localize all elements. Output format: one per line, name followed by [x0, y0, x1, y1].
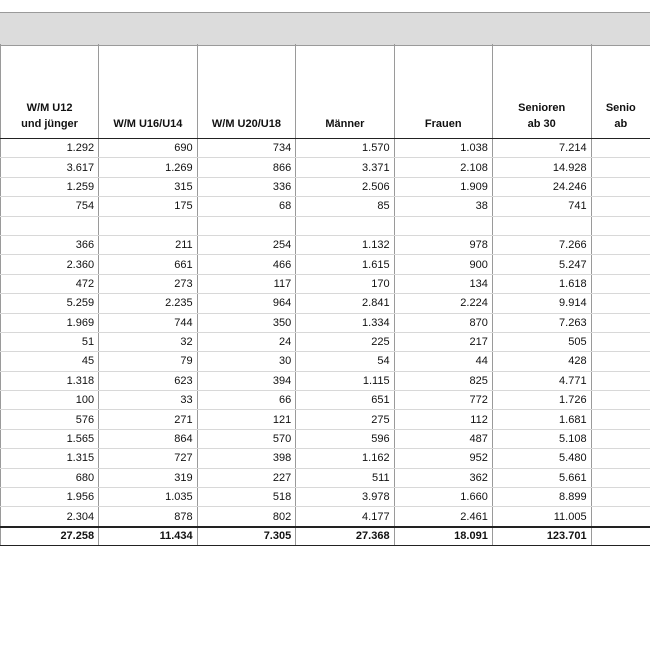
table-row: [1, 371, 650, 390]
table-cell[interactable]: 802: [197, 507, 296, 527]
table-cell[interactable]: 2.108: [394, 158, 492, 177]
table-cell[interactable]: 3.617: [1, 158, 99, 177]
table-cell[interactable]: 5.661: [492, 468, 591, 487]
table-cell[interactable]: 5.247: [492, 255, 591, 274]
table-cell[interactable]: [492, 216, 591, 235]
table-cell[interactable]: 33: [99, 391, 198, 410]
table-cell[interactable]: 576: [1, 410, 99, 429]
table-cell[interactable]: 466: [197, 255, 296, 274]
total-cell[interactable]: [591, 527, 650, 546]
table-row: [1, 429, 650, 448]
table-cell[interactable]: [591, 371, 650, 390]
table-cell[interactable]: 1.681: [492, 410, 591, 429]
table-cell[interactable]: [1, 216, 99, 235]
table-cell[interactable]: 51: [1, 332, 99, 351]
column-header[interactable]: W/M U20/U18: [197, 44, 296, 139]
table-cell[interactable]: 1.038: [394, 139, 492, 158]
table-cell[interactable]: 38: [394, 197, 492, 216]
table-cell[interactable]: 651: [296, 391, 394, 410]
table-cell[interactable]: 5.480: [492, 449, 591, 468]
table-cell[interactable]: 1.132: [296, 235, 394, 254]
table-cell[interactable]: 4.771: [492, 371, 591, 390]
table-cell[interactable]: [394, 216, 492, 235]
column-header[interactable]: Frauen: [394, 44, 492, 139]
table-cell[interactable]: 978: [394, 235, 492, 254]
table-cell[interactable]: 3.978: [296, 488, 394, 507]
table-row: [1, 139, 650, 158]
table-cell[interactable]: [591, 197, 650, 216]
table-cell[interactable]: 2.304: [1, 507, 99, 527]
table-cell[interactable]: 68: [197, 197, 296, 216]
table-cell[interactable]: 366: [1, 235, 99, 254]
table-cell[interactable]: 66: [197, 391, 296, 410]
table-cell[interactable]: 273: [99, 274, 198, 293]
table-cell[interactable]: [591, 352, 650, 371]
total-cell[interactable]: 18.091: [394, 527, 492, 546]
table-cell[interactable]: [591, 488, 650, 507]
table-cell[interactable]: 44: [394, 352, 492, 371]
table-cell[interactable]: [591, 294, 650, 313]
table-cell[interactable]: 275: [296, 410, 394, 429]
table-cell[interactable]: [591, 235, 650, 254]
table-cell[interactable]: 864: [99, 429, 198, 448]
table-row: [1, 332, 650, 351]
table-cell[interactable]: 32: [99, 332, 198, 351]
table-cell[interactable]: 428: [492, 352, 591, 371]
table-cell[interactable]: 1.269: [99, 158, 198, 177]
table-cell[interactable]: 754: [1, 197, 99, 216]
table-cell[interactable]: [591, 313, 650, 332]
table-cell[interactable]: 2.360: [1, 255, 99, 274]
table-cell[interactable]: 4.177: [296, 507, 394, 527]
table-cell[interactable]: 271: [99, 410, 198, 429]
table-cell[interactable]: 1.115: [296, 371, 394, 390]
table-cell[interactable]: 825: [394, 371, 492, 390]
table-cell[interactable]: 964: [197, 294, 296, 313]
table-cell[interactable]: 472: [1, 274, 99, 293]
table-cell[interactable]: 2.841: [296, 294, 394, 313]
table-cell[interactable]: 336: [197, 177, 296, 196]
table-cell[interactable]: [591, 139, 650, 158]
table-cell[interactable]: [591, 507, 650, 527]
table-cell[interactable]: 112: [394, 410, 492, 429]
table-cell[interactable]: 505: [492, 332, 591, 351]
table-cell[interactable]: 117: [197, 274, 296, 293]
column-header[interactable]: Senioren ab 30: [492, 44, 591, 139]
table-cell[interactable]: 11.005: [492, 507, 591, 527]
total-cell[interactable]: 11.434: [99, 527, 198, 546]
column-header[interactable]: Senio ab: [591, 44, 650, 139]
column-header[interactable]: W/M U16/U14: [99, 44, 198, 139]
table-cell[interactable]: 2.506: [296, 177, 394, 196]
table-cell[interactable]: 870: [394, 313, 492, 332]
table-row: [1, 274, 650, 293]
table-cell[interactable]: 1.259: [1, 177, 99, 196]
table-cell[interactable]: 596: [296, 429, 394, 448]
totals-row: [1, 527, 650, 546]
table-cell[interactable]: 30: [197, 352, 296, 371]
table-row: [1, 391, 650, 410]
table-row: [1, 294, 650, 313]
table-cell[interactable]: 79: [99, 352, 198, 371]
table-cell[interactable]: 1.726: [492, 391, 591, 410]
data-table: [0, 44, 650, 546]
table-cell[interactable]: 1.334: [296, 313, 394, 332]
table-cell[interactable]: 170: [296, 274, 394, 293]
table-cell[interactable]: [591, 468, 650, 487]
table-row: [1, 507, 650, 527]
table-row: [1, 235, 650, 254]
table-cell[interactable]: 952: [394, 449, 492, 468]
table-cell[interactable]: [591, 274, 650, 293]
table-cell[interactable]: 350: [197, 313, 296, 332]
table-cell[interactable]: 570: [197, 429, 296, 448]
table-cell[interactable]: 727: [99, 449, 198, 468]
table-cell[interactable]: 1.565: [1, 429, 99, 448]
table-cell[interactable]: 7.266: [492, 235, 591, 254]
table-row: [1, 468, 650, 487]
table-cell[interactable]: 1.909: [394, 177, 492, 196]
table-cell[interactable]: 866: [197, 158, 296, 177]
table-cell[interactable]: 511: [296, 468, 394, 487]
table-cell[interactable]: [296, 216, 394, 235]
table-cell[interactable]: 744: [99, 313, 198, 332]
table-cell[interactable]: 398: [197, 449, 296, 468]
table-cell[interactable]: 362: [394, 468, 492, 487]
table-cell[interactable]: 5.259: [1, 294, 99, 313]
table-cell[interactable]: 680: [1, 468, 99, 487]
table-cell[interactable]: 319: [99, 468, 198, 487]
table-row: [1, 197, 650, 216]
total-cell[interactable]: 27.368: [296, 527, 394, 546]
table-cell[interactable]: 1.318: [1, 371, 99, 390]
table-row: [1, 158, 650, 177]
table-cell[interactable]: 5.108: [492, 429, 591, 448]
header-row: [1, 44, 650, 139]
table-cell[interactable]: 1.969: [1, 313, 99, 332]
table-cell[interactable]: 225: [296, 332, 394, 351]
total-cell[interactable]: 123.701: [492, 527, 591, 546]
table-cell[interactable]: 9.914: [492, 294, 591, 313]
table-cell[interactable]: 121: [197, 410, 296, 429]
table-cell[interactable]: 315: [99, 177, 198, 196]
table-row: [1, 313, 650, 332]
table-cell[interactable]: [591, 410, 650, 429]
table-cell[interactable]: 1.292: [1, 139, 99, 158]
table-cell[interactable]: 134: [394, 274, 492, 293]
table-cell[interactable]: 3.371: [296, 158, 394, 177]
table-cell[interactable]: 14.928: [492, 158, 591, 177]
table-cell[interactable]: 690: [99, 139, 198, 158]
table-cell[interactable]: 900: [394, 255, 492, 274]
column-header[interactable]: Männer: [296, 44, 394, 139]
table-cell[interactable]: [591, 216, 650, 235]
table-cell[interactable]: 217: [394, 332, 492, 351]
table-cell[interactable]: 7.263: [492, 313, 591, 332]
table-cell[interactable]: 45: [1, 352, 99, 371]
table-cell[interactable]: 2.235: [99, 294, 198, 313]
table-cell[interactable]: 24.246: [492, 177, 591, 196]
table-cell[interactable]: [591, 158, 650, 177]
table-cell[interactable]: 7.214: [492, 139, 591, 158]
table-row: [1, 449, 650, 468]
table-cell[interactable]: 1.618: [492, 274, 591, 293]
table-cell[interactable]: 85: [296, 197, 394, 216]
table-cell[interactable]: 734: [197, 139, 296, 158]
table-cell[interactable]: 24: [197, 332, 296, 351]
table-cell[interactable]: 100: [1, 391, 99, 410]
table-row: [1, 216, 650, 235]
table-cell[interactable]: 661: [99, 255, 198, 274]
table-row: [1, 488, 650, 507]
table-cell[interactable]: 878: [99, 507, 198, 527]
table-cell[interactable]: [591, 391, 650, 410]
table-cell[interactable]: 394: [197, 371, 296, 390]
table-cell[interactable]: 254: [197, 235, 296, 254]
table-row: [1, 352, 650, 371]
table-cell[interactable]: 175: [99, 197, 198, 216]
table-cell[interactable]: [591, 332, 650, 351]
table-cell[interactable]: [197, 216, 296, 235]
table-cell[interactable]: 1.162: [296, 449, 394, 468]
table-cell[interactable]: 1.035: [99, 488, 198, 507]
table-cell[interactable]: 211: [99, 235, 198, 254]
table-cell[interactable]: [591, 255, 650, 274]
table-cell[interactable]: 227: [197, 468, 296, 487]
table-cell[interactable]: 1.570: [296, 139, 394, 158]
table-cell[interactable]: [591, 429, 650, 448]
table-cell[interactable]: [99, 216, 198, 235]
column-header[interactable]: W/M U12 und jünger: [1, 44, 99, 139]
table-cell[interactable]: 2.461: [394, 507, 492, 527]
table-cell[interactable]: [591, 449, 650, 468]
table-cell[interactable]: 772: [394, 391, 492, 410]
table-cell[interactable]: 1.315: [1, 449, 99, 468]
table-row: [1, 255, 650, 274]
table-cell[interactable]: 487: [394, 429, 492, 448]
table-cell[interactable]: 518: [197, 488, 296, 507]
table-cell[interactable]: 54: [296, 352, 394, 371]
total-cell[interactable]: 27.258: [1, 527, 99, 546]
table-cell[interactable]: 1.660: [394, 488, 492, 507]
table-cell[interactable]: 1.615: [296, 255, 394, 274]
table-cell[interactable]: 741: [492, 197, 591, 216]
table-cell[interactable]: 8.899: [492, 488, 591, 507]
total-cell[interactable]: 7.305: [197, 527, 296, 546]
table-cell[interactable]: [591, 177, 650, 196]
table-row: [1, 177, 650, 196]
sheet-title-bar: [0, 12, 650, 46]
table-row: [1, 410, 650, 429]
table-cell[interactable]: 1.956: [1, 488, 99, 507]
spreadsheet: [0, 44, 650, 546]
table-cell[interactable]: 623: [99, 371, 198, 390]
table-cell[interactable]: 2.224: [394, 294, 492, 313]
